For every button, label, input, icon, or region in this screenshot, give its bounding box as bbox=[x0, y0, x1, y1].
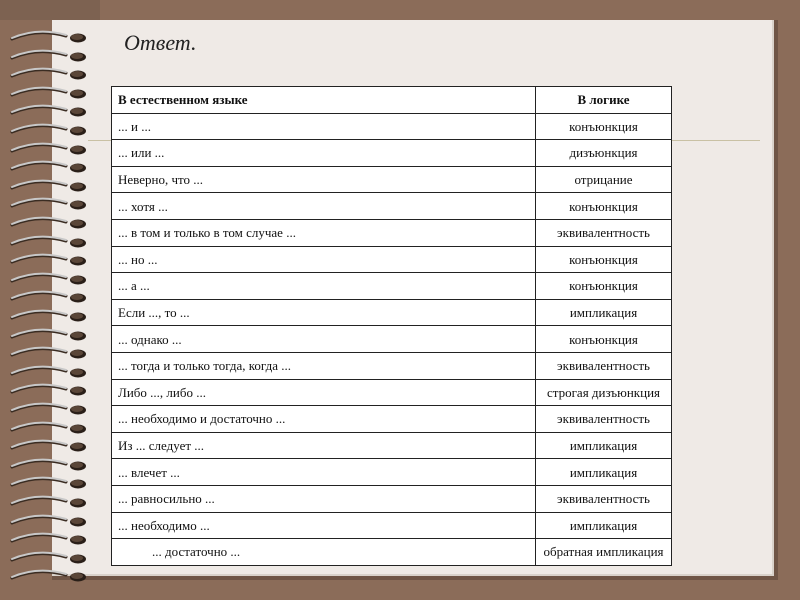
spiral-ring-icon bbox=[8, 495, 88, 509]
spiral-ring-icon bbox=[8, 30, 88, 44]
table-row bbox=[112, 406, 672, 433]
spiral-ring-icon bbox=[8, 104, 88, 118]
spiral-ring-icon bbox=[8, 402, 88, 416]
spiral-ring-icon bbox=[8, 197, 88, 211]
cell-natural-language: ... равносильно ... bbox=[112, 485, 536, 512]
cell-logic: импликация bbox=[536, 459, 672, 486]
spiral-ring-icon bbox=[8, 309, 88, 323]
spiral-ring-icon bbox=[8, 514, 88, 528]
cell-natural-language: ... достаточно ... bbox=[112, 539, 536, 566]
cell-logic: конъюнкция bbox=[536, 246, 672, 273]
spiral-ring-icon bbox=[8, 458, 88, 472]
cell-logic: обратная импликация bbox=[536, 539, 672, 566]
spiral-ring-icon bbox=[8, 235, 88, 249]
spiral-ring-icon bbox=[8, 439, 88, 453]
cell-natural-language: ... тогда и только тогда, когда ... bbox=[112, 352, 536, 379]
top-strip bbox=[0, 0, 100, 20]
spiral-ring-icon bbox=[8, 179, 88, 193]
cell-natural-language: ... хотя ... bbox=[112, 193, 536, 220]
spiral-ring-icon bbox=[8, 216, 88, 230]
table-row bbox=[112, 539, 672, 566]
table-row bbox=[112, 459, 672, 486]
spiral-ring-icon bbox=[8, 569, 88, 583]
cell-logic: конъюнкция bbox=[536, 326, 672, 353]
table-row bbox=[112, 512, 672, 539]
table-row bbox=[112, 352, 672, 379]
cell-natural-language: ... необходимо ... bbox=[112, 512, 536, 539]
header-natural-language: В естественном языке bbox=[112, 87, 536, 114]
cell-natural-language: ... в том и только в том случае ... bbox=[112, 219, 536, 246]
spiral-ring-icon bbox=[8, 383, 88, 397]
table-row bbox=[112, 485, 672, 512]
table-row bbox=[112, 326, 672, 353]
spiral-ring-icon bbox=[8, 67, 88, 81]
cell-natural-language: Из ... следует ... bbox=[112, 432, 536, 459]
cell-logic: импликация bbox=[536, 432, 672, 459]
table-row bbox=[112, 379, 672, 406]
spiral-ring-icon bbox=[8, 476, 88, 490]
table-row bbox=[112, 140, 672, 167]
spiral-ring-icon bbox=[8, 142, 88, 156]
header-logic: В логике bbox=[536, 87, 672, 114]
cell-logic: импликация bbox=[536, 512, 672, 539]
spiral-ring-icon bbox=[8, 421, 88, 435]
cell-natural-language: Если ..., то ... bbox=[112, 299, 536, 326]
cell-logic: конъюнкция bbox=[536, 193, 672, 220]
table-row bbox=[112, 432, 672, 459]
cell-natural-language: Либо ..., либо ... bbox=[112, 379, 536, 406]
cell-logic: конъюнкция bbox=[536, 113, 672, 140]
spiral-ring-icon bbox=[8, 160, 88, 174]
cell-natural-language: Неверно, что ... bbox=[112, 166, 536, 193]
cell-logic: эквивалентность bbox=[536, 219, 672, 246]
table-row bbox=[112, 299, 672, 326]
logic-table bbox=[111, 86, 672, 566]
spiral-ring-icon bbox=[8, 346, 88, 360]
cell-logic: эквивалентность bbox=[536, 406, 672, 433]
spiral-ring-icon bbox=[8, 253, 88, 267]
page-title: Ответ. bbox=[124, 30, 197, 55]
cell-natural-language: ... а ... bbox=[112, 273, 536, 300]
spiral-ring-icon bbox=[8, 551, 88, 565]
cell-natural-language: ... однако ... bbox=[112, 326, 536, 353]
cell-natural-language: ... влечет ... bbox=[112, 459, 536, 486]
spiral-ring-icon bbox=[8, 272, 88, 286]
cell-logic: строгая дизъюнкция bbox=[536, 379, 672, 406]
table-row bbox=[112, 219, 672, 246]
spiral-ring-icon bbox=[8, 49, 88, 63]
cell-logic: отрицание bbox=[536, 166, 672, 193]
spiral-binding bbox=[0, 22, 90, 582]
cell-natural-language: ... и ... bbox=[112, 113, 536, 140]
spiral-ring-icon bbox=[8, 365, 88, 379]
cell-logic: эквивалентность bbox=[536, 485, 672, 512]
table-row bbox=[112, 193, 672, 220]
cell-natural-language: ... но ... bbox=[112, 246, 536, 273]
cell-natural-language: ... или ... bbox=[112, 140, 536, 167]
table-header-row bbox=[112, 87, 672, 114]
table-body bbox=[112, 113, 672, 565]
cell-logic: дизъюнкция bbox=[536, 140, 672, 167]
table-row bbox=[112, 166, 672, 193]
cell-logic: эквивалентность bbox=[536, 352, 672, 379]
table-row bbox=[112, 273, 672, 300]
table-row bbox=[112, 113, 672, 140]
spiral-ring-icon bbox=[8, 532, 88, 546]
spiral-ring-icon bbox=[8, 86, 88, 100]
table-row bbox=[112, 246, 672, 273]
cell-logic: конъюнкция bbox=[536, 273, 672, 300]
spiral-ring-icon bbox=[8, 123, 88, 137]
cell-natural-language: ... необходимо и достаточно ... bbox=[112, 406, 536, 433]
spiral-ring-icon bbox=[8, 290, 88, 304]
spiral-ring-icon bbox=[8, 328, 88, 342]
cell-logic: импликация bbox=[536, 299, 672, 326]
